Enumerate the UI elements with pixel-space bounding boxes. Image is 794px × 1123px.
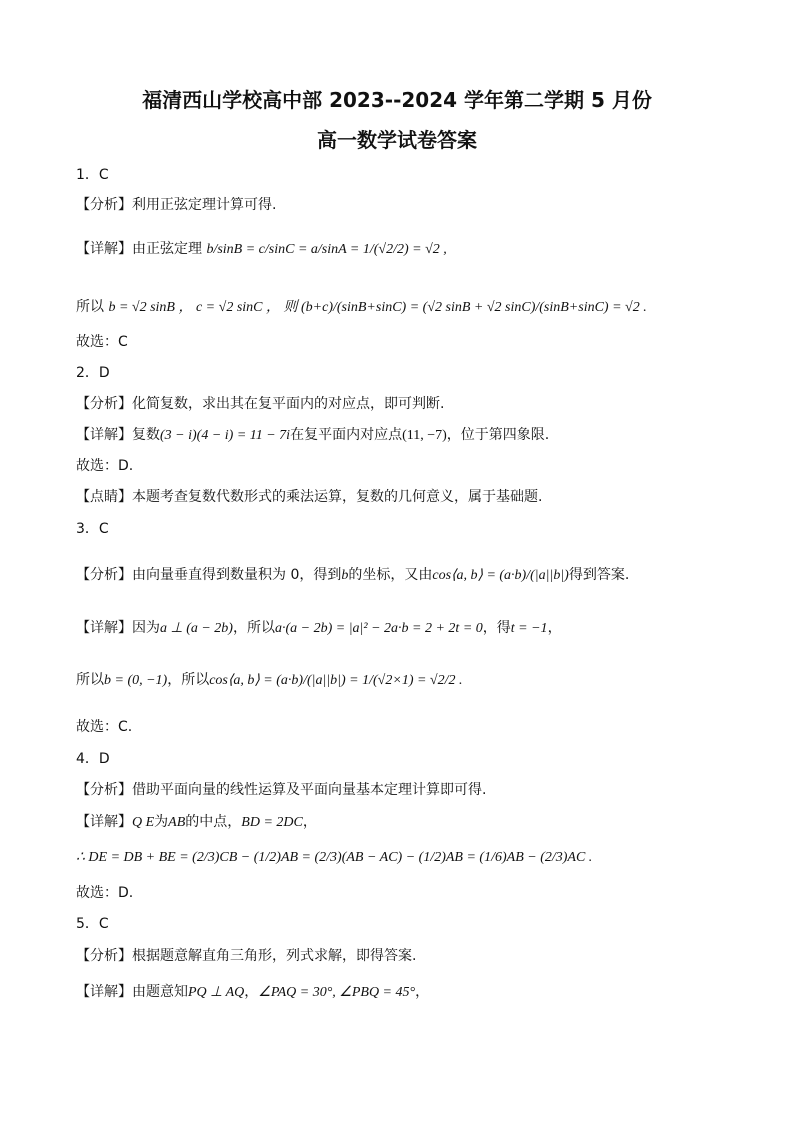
q3-analysis-a: 【分析】由向量垂直得到数量积为 0，得到 (76, 567, 342, 583)
q5-analysis: 【分析】根据题意解直角三角形，列式求解，即得答案. (76, 948, 417, 964)
document-subtitle: 高一数学试卷答案 (317, 128, 477, 152)
q3-detail-formula1: a ⊥ (a − 2b) (160, 621, 233, 636)
q4-detail-a: 【详解】 (76, 814, 132, 830)
q5-number: 5．C (76, 916, 109, 932)
q3-detail-a: 【详解】因为 (76, 620, 160, 636)
q3-analysis-formula: cos⟨a, b⟩ = (a·b)/(|a||b|) (432, 568, 569, 583)
q5-detail-c: ， (415, 984, 430, 1000)
q3-detail (76, 619, 562, 638)
q2-detail-c: ，位于第四象限. (446, 427, 550, 443)
q4-detail (76, 813, 317, 832)
q3-detail-d: ， (547, 620, 562, 636)
q5-detail (76, 983, 429, 1002)
q4-detail-formula1: Q E (132, 815, 155, 830)
q1-detail-formula: b/sinB = c/sinC = a/sinA = 1/(√2/2) = √2 , (206, 242, 447, 257)
q3-so (76, 671, 463, 690)
q2-answer: 故选：D. (76, 458, 134, 474)
q3-detail-formula2: a·(a − 2b) = |a|² − 2a·b = 2 + 2t = 0 (274, 621, 483, 636)
q4-detail-b: 为 (154, 814, 169, 830)
q5-detail-formula1: PQ ⊥ AQ (188, 985, 245, 1000)
q4-detail-c: 的中点， (185, 814, 242, 830)
q1-analysis: 【分析】利用正弦定理计算可得. (76, 197, 277, 213)
q3-detail-c: ，得 (482, 620, 511, 636)
q3-detail-b: ，所以 (232, 620, 275, 636)
q4-answer: 故选：D. (76, 885, 134, 901)
q2-detail (76, 426, 549, 445)
q1-so (76, 298, 647, 317)
q4-derivation (76, 848, 592, 867)
q3-so-b: ，所以 (167, 672, 210, 688)
q3-analysis-c: 的坐标，又由 (348, 567, 433, 583)
q3-analysis (76, 566, 629, 585)
q4-number: 4．D (76, 751, 110, 767)
q2-analysis: 【分析】化简复数，求出其在复平面内的对应点，即可判断. (76, 396, 445, 412)
q1-number: 1．C (76, 167, 109, 183)
q2-detail-point: (11, −7) (402, 428, 447, 443)
q3-detail-formula3: t = −1 (510, 621, 548, 636)
q2-number: 2．D (76, 365, 110, 381)
q4-detail-formula2: AB (168, 815, 186, 830)
q1-answer: 故选：C (76, 334, 128, 350)
q3-number: 3．C (76, 521, 109, 537)
q5-detail-b: ， (244, 984, 259, 1000)
q4-detail-formula3: BD = 2DC (241, 815, 303, 830)
q1-detail-prefix: 【详解】由正弦定理 (76, 241, 202, 257)
q2-detail-formula: (3 − i)(4 − i) = 11 − 7i (160, 428, 291, 443)
q1-so-prefix: 所以 (76, 299, 104, 315)
q1-so-formula: b = √2 sinB ， c = √2 sinC ， 则 (b+c)/(sinB+sinC) = (√2 sinB + √2 sinC)/(sinB+sinC) = √2 . (108, 300, 647, 315)
q1-detail (76, 240, 447, 259)
q3-analysis-d: 得到答案. (568, 567, 630, 583)
q5-detail-formula2: ∠PAQ = 30°, ∠PBQ = 45° (258, 985, 416, 1000)
q4-derivation-formula: ∴ DE = DB + BE = (2/3)CB − (1/2)AB = (2/3)(AB − AC) − (1/2)AB = (1/6)AB − (2/3)AC . (76, 850, 593, 865)
document-title: 福清西山学校高中部 2023--2024 学年第二学期 5 月份 (142, 88, 652, 112)
q3-answer: 故选：C. (76, 719, 133, 735)
q3-so-formula1: b = (0, −1) (104, 673, 168, 688)
q2-detail-b: 在复平面内对应点 (290, 427, 403, 443)
q4-analysis: 【分析】借助平面向量的线性运算及平面向量基本定理计算即可得. (76, 782, 487, 798)
q3-so-a: 所以 (76, 672, 104, 688)
q4-detail-d: ， (302, 814, 317, 830)
q2-comment: 【点睛】本题考查复数代数形式的乘法运算，复数的几何意义，属于基础题. (76, 489, 543, 505)
q3-so-formula2: cos⟨a, b⟩ = (a·b)/(|a||b|) = 1/(√2×1) = √2/2 . (209, 673, 463, 688)
q2-detail-a: 【详解】复数 (76, 427, 160, 443)
q5-detail-a: 【详解】由题意知 (76, 984, 188, 1000)
q3-analysis-b: b (341, 568, 349, 583)
